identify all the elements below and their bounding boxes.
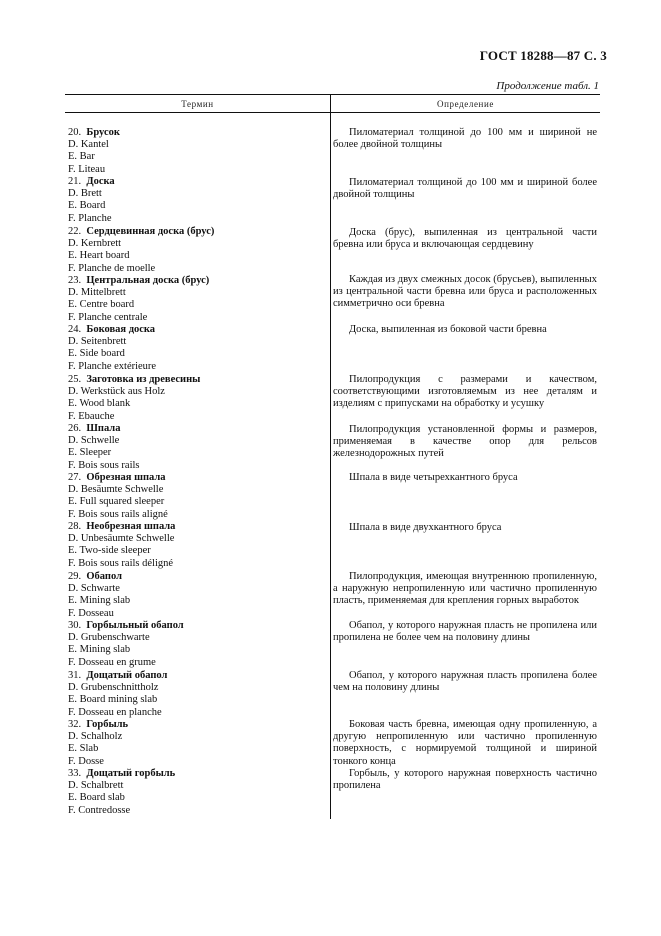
term-entry — [68, 226, 323, 275]
term-heading — [68, 472, 323, 484]
term-german: D. Schalbrett — [68, 780, 124, 792]
term-russian: Горбыль — [86, 719, 129, 730]
term-entry — [68, 768, 323, 817]
term-number: 25. — [68, 374, 82, 385]
term-number: 24. — [68, 324, 82, 335]
term-german: D. Grubenschnittholz — [68, 682, 159, 694]
term-french: F. Bois sous rails déligné — [68, 557, 174, 569]
term-russian: Горбыльный обапол — [86, 620, 184, 631]
term-russian: Заготовка из древесины — [86, 374, 201, 385]
term-german: D. Brett — [68, 188, 102, 200]
term-french: F. Contredosse — [68, 804, 131, 816]
term-entry — [68, 374, 323, 423]
term-russian: Обапол — [86, 571, 122, 582]
document-code: ГОСТ 18288—87 С. 3 — [479, 48, 607, 63]
term-french: F. Bois sous rails aligné — [68, 508, 168, 520]
term-german: D. Seitenbrett — [68, 336, 127, 348]
term-entry — [68, 620, 323, 669]
term-french: F. Planche de moelle — [68, 262, 156, 274]
term-english: E. Mining slab — [68, 644, 131, 656]
term-number: 21. — [68, 176, 82, 187]
term-russian: Обрезная шпала — [86, 472, 166, 483]
term-number: 23. — [68, 275, 82, 286]
table-top-rule — [65, 94, 600, 95]
term-heading — [68, 423, 323, 435]
term-definition: Доска (брус), выпиленная из центральной части бревна или бруса и включающая сердцевину — [333, 227, 597, 251]
term-entry — [68, 719, 323, 768]
term-russian: Необрезная шпала — [86, 521, 176, 532]
term-entry — [68, 275, 323, 324]
term-french: F. Planche extérieure — [68, 360, 157, 372]
table-continuation-label: Продолжение табл. 1 — [496, 80, 599, 92]
term-german: D. Schalholz — [68, 731, 123, 743]
term-number: 22. — [68, 226, 82, 237]
term-number: 29. — [68, 571, 82, 582]
term-russian: Дощатый обапол — [86, 670, 168, 681]
term-french: F. Bois sous rails — [68, 459, 140, 471]
term-number: 28. — [68, 521, 82, 532]
term-definition: Пилопродукция, имеющая внутреннюю пропиленную, а наружную непропиленную или частично пропиленную пласть, применяемая для крепления горных выработок — [333, 571, 597, 607]
term-english: E. Heart board — [68, 250, 130, 262]
term-definition: Каждая из двух смежных досок (брусьев), выпиленных из центральной части бревна или бруса и расположенных симметрично оси бревна — [333, 274, 597, 310]
term-heading — [68, 226, 323, 238]
term-definition: Обапол, у которого наружная пласть пропилена более чем на половину длины — [333, 670, 597, 694]
term-heading — [68, 176, 323, 188]
term-heading — [68, 620, 323, 632]
term-german: D. Schwelle — [68, 435, 120, 447]
term-definition: Пилопродукция установленной формы и размеров, применяемая в качестве опор для рельсов железнодорожных путей — [333, 424, 597, 460]
term-number: 31. — [68, 670, 82, 681]
term-french: F. Planche — [68, 212, 112, 224]
term-english: E. Sleeper — [68, 447, 112, 459]
term-german: D. Werkstück aus Holz — [68, 386, 165, 398]
term-number: 32. — [68, 719, 82, 730]
term-french: F. Ebauche — [68, 410, 115, 422]
term-english: E. Mining slab — [68, 595, 131, 607]
term-english: E. Board mining slab — [68, 694, 158, 706]
term-russian: Сердцевинная доска (брус) — [86, 226, 215, 237]
term-german: D. Kantel — [68, 139, 109, 151]
term-number: 27. — [68, 472, 82, 483]
term-french: F. Dosseau en planche — [68, 706, 162, 718]
term-heading — [68, 521, 323, 533]
term-heading — [68, 571, 323, 583]
term-number: 20. — [68, 127, 82, 138]
term-definition: Пиломатериал толщиной до 100 мм и шириной более двойной толщины — [333, 177, 597, 201]
term-heading — [68, 374, 323, 386]
term-heading — [68, 719, 323, 731]
term-german: D. Besäumte Schwelle — [68, 484, 164, 496]
term-number: 30. — [68, 620, 82, 631]
term-english: E. Wood blank — [68, 398, 131, 410]
term-english: E. Board — [68, 200, 106, 212]
term-number: 33. — [68, 768, 82, 779]
term-german: D. Grubenschwarte — [68, 632, 150, 644]
term-english: E. Board slab — [68, 792, 125, 804]
term-definition: Боковая часть бревна, имеющая одну пропиленную, а другую непропиленную или частично пропиленную поверхность, с нормируемой толщиной и шириной тонкого конца — [333, 719, 597, 767]
term-entry — [68, 127, 323, 176]
term-english: E. Side board — [68, 348, 125, 360]
term-russian: Доска — [86, 176, 115, 187]
term-heading — [68, 768, 323, 780]
definition-column-header: Определение — [437, 99, 494, 109]
term-entry — [68, 324, 323, 373]
term-french: F. Dosse — [68, 755, 104, 767]
term-column-header: Термин — [181, 99, 214, 109]
term-english: E. Two-side sleeper — [68, 545, 151, 557]
term-heading — [68, 127, 323, 139]
term-entry — [68, 571, 323, 620]
term-definition: Пиломатериал толщиной до 100 мм и шириной не более двойной толщины — [333, 127, 597, 151]
term-heading — [68, 324, 323, 336]
term-french: F. Dosseau en grume — [68, 656, 156, 668]
term-french: F. Liteau — [68, 163, 106, 175]
term-definition: Шпала в виде четырехкантного бруса — [349, 472, 518, 483]
term-definition: Пилопродукция с размерами и качеством, соответствующими изготовляемым из нее деталям и изделиям с припусками на обработку и усушку — [333, 374, 597, 410]
column-divider — [330, 95, 331, 819]
term-entry — [68, 521, 323, 570]
term-entry — [68, 472, 323, 521]
table-header-rule — [65, 112, 600, 113]
term-german: D. Mittelbrett — [68, 287, 126, 299]
term-english: E. Slab — [68, 743, 99, 755]
term-russian: Центральная доска (брус) — [86, 275, 210, 286]
term-number: 26. — [68, 423, 82, 434]
term-entry — [68, 176, 323, 225]
term-definition: Обапол, у которого наружная пласть не пропилена или пропилена не более чем на половину длины — [333, 620, 597, 644]
term-english: E. Bar — [68, 151, 95, 163]
term-entry — [68, 423, 323, 472]
term-russian: Дощатый горбыль — [86, 768, 176, 779]
term-definition: Шпала в виде двухкантного бруса — [349, 522, 502, 533]
term-russian: Шпала — [86, 423, 121, 434]
term-heading — [68, 670, 323, 682]
term-definition: Горбыль, у которого наружная поверхность частично пропилена — [333, 768, 597, 792]
term-entry — [68, 670, 323, 719]
term-french: F. Dosseau — [68, 607, 114, 619]
term-heading — [68, 275, 323, 287]
term-german: D. Kernbrett — [68, 238, 122, 250]
term-german: D. Schwarte — [68, 583, 120, 595]
term-french: F. Planche centrale — [68, 311, 148, 323]
term-english: E. Full squared sleeper — [68, 496, 165, 508]
term-english: E. Centre board — [68, 299, 135, 311]
term-russian: Брусок — [86, 127, 120, 138]
term-definition: Доска, выпиленная из боковой части бревна — [349, 324, 547, 335]
term-german: D. Unbesäumte Schwelle — [68, 533, 175, 545]
term-russian: Боковая доска — [86, 324, 156, 335]
